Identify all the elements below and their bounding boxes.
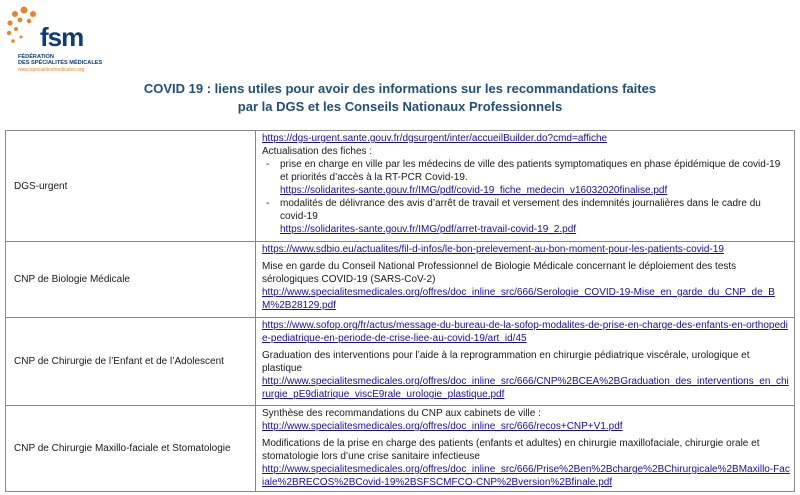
paragraph: Modifications de la prise en charge des patients (enfants et adultes) en chirurgie maxillofaciale, chirurgie orale et stomatologie lors d’une crise sanitaire infectieuse	[262, 438, 760, 462]
page-title: COVID 19 : liens utiles pour avoir des informations sur les recommandations faites par la DGS et les Conseils Nationaux Professionnels	[143, 81, 657, 114]
row-content	[256, 318, 795, 406]
row-content	[256, 131, 795, 242]
list-item-text: modalités de délivrance des avis d’arrêt de travail et versement des indemnités journalières dans le cadre du covid-19	[280, 198, 761, 222]
logo-url: www.specialitesmedicales.org	[18, 67, 85, 73]
row-content	[256, 242, 795, 318]
paragraph: Graduation des interventions pour l’aide à la reprogrammation en chirurgie pédiatrique viscérale, urologique et plastique	[262, 350, 750, 374]
paragraph: Synthèse des recommandations du CNP aux cabinets de ville :	[262, 408, 541, 419]
dash-bullet: -	[266, 159, 270, 170]
list-item	[266, 197, 790, 236]
dash-bullet: -	[266, 198, 270, 209]
link[interactable]: https://www.sofop.org/fr/actus/message-du-bureau-de-la-sofop-modalites-de-prise-en-charge-des-enfants-en-orthopedie-pediatrique-en-periode-de-crise-liee-au-covid-19/art_id/45	[262, 320, 788, 344]
logo-dots-icon	[4, 4, 44, 48]
paragraph: Mise en garde du Conseil National Professionnel de Biologie Médicale concernant le déploiement des tests sérologiques COVID-19 (SARS-CoV-2)	[262, 261, 737, 285]
link[interactable]: https://dgs-urgent.sante.gouv.fr/dgsurgent/inter/accueilBuilder.do?cmd=affiche	[262, 133, 608, 144]
link[interactable]: http://www.specialitesmedicales.org/offres/doc_inline_src/666/recos+CNP+V1.pdf	[262, 421, 623, 432]
table-row	[6, 318, 795, 406]
link[interactable]: https://solidarites-sante.gouv.fr/IMG/pdf/covid-19_fiche_medecin_v16032020finalise.pdf	[280, 185, 668, 196]
logo-wordmark: fsm	[40, 22, 84, 52]
table-row	[6, 242, 795, 318]
links-table	[5, 130, 795, 492]
row-label: CNP de Chirurgie de l’Enfant et de l’Adolescent	[6, 318, 256, 406]
row-label: DGS-urgent	[6, 131, 256, 242]
link[interactable]: http://www.specialitesmedicales.org/offres/doc_inline_src/666/CNP%2BCEA%2BGraduation_des_interventions_en_chirurgie_pE9diatrique_viscE9rale_urologie_plastique.pdf	[262, 376, 789, 400]
link[interactable]: http://www.specialitesmedicales.org/offres/doc_inline_src/666/Serologie_COVID-19-Mise_en_garde_du_CNP_de_BM%2B28129.pdf	[262, 287, 775, 311]
table-row	[6, 406, 795, 492]
fsm-logo	[4, 4, 114, 80]
list-item	[266, 158, 790, 197]
paragraph: Actualisation des fiches :	[262, 146, 373, 157]
row-content	[256, 406, 795, 492]
link[interactable]: https://solidarites-sante.gouv.fr/IMG/pdf/arret-travail-covid-19_2.pdf	[280, 224, 577, 235]
logo-subtitle: FÉDÉRATION DES SPÉCIALITÉS MÉDICALES	[18, 54, 103, 67]
row-label: CNP de Biologie Médicale	[6, 242, 256, 318]
row-label: CNP de Chirurgie Maxillo-faciale et Stomatologie	[6, 406, 256, 492]
link[interactable]: http://www.specialitesmedicales.org/offres/doc_inline_src/666/Prise%2Ben%2Bcharge%2BChirurgicale%2BMaxillo-Faciale%2BRECOS%2BCovid-19%2BSFSCMFCO-CNP%2Bversion%2Bfinale.pdf	[262, 464, 790, 488]
table-row	[6, 131, 795, 242]
list-item-text: prise en charge en ville par les médecins de ville des patients symptomatiques en phase épidémique de covid-19 et priorités d’accès à la RT-PCR Covid-19.	[280, 159, 781, 183]
link[interactable]: https://www.sdbio.eu/actualites/fil-d-infos/le-bon-prelevement-au-bon-moment-pour-les-patients-covid-19	[262, 244, 724, 255]
